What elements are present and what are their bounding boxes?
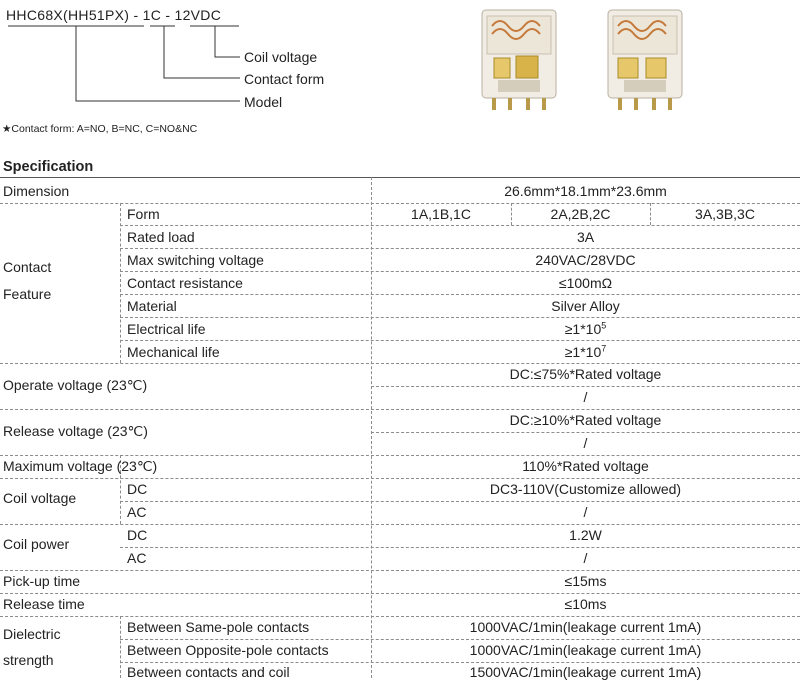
annotation-model: Model bbox=[244, 94, 283, 110]
release-time-label: Release time bbox=[3, 596, 85, 612]
pickup-time-value: ≤15ms bbox=[564, 573, 607, 589]
mechanical-life-value bbox=[371, 342, 800, 362]
coil-power-ac-label: AC bbox=[127, 550, 147, 566]
release-voltage-label: Release voltage (23℃) bbox=[3, 423, 148, 439]
coil-voltage-dc-label: DC bbox=[127, 481, 148, 497]
operate-voltage-dc-value: DC:≤75%*Rated voltage bbox=[509, 366, 662, 382]
mechanical-life-label: Mechanical life bbox=[127, 344, 220, 360]
dielectric-label-line1: Dielectric bbox=[3, 626, 61, 642]
column-divider bbox=[120, 616, 121, 678]
form-value-1: 1A,1B,1C bbox=[411, 206, 471, 222]
mechanical-life-base: ≥1*10 bbox=[564, 344, 602, 360]
coil-voltage-dc-value: DC3-110V(Customize allowed) bbox=[489, 481, 682, 497]
contacts-coil-label: Between contacts and coil bbox=[127, 664, 290, 680]
model-code-contact: 1C bbox=[142, 7, 162, 23]
specification-title: Specification bbox=[3, 159, 94, 175]
maximum-voltage-value: 110%*Rated voltage bbox=[522, 458, 649, 474]
annotation-contact-form: Contact form bbox=[244, 71, 325, 87]
release-voltage-dc-value: DC:≥10%*Rated voltage bbox=[509, 412, 662, 428]
coil-voltage-ac-label: AC bbox=[127, 504, 147, 520]
model-code-separator: - bbox=[165, 7, 171, 23]
contact-feature-label-line2: Feature bbox=[3, 286, 52, 302]
electrical-life-value bbox=[371, 319, 800, 339]
specification-table bbox=[0, 177, 800, 678]
table-top-rule bbox=[0, 177, 800, 178]
release-voltage-ac-value: / bbox=[583, 435, 588, 451]
electrical-life-base: ≥1*10 bbox=[564, 321, 602, 337]
coil-power-ac-value: / bbox=[583, 550, 588, 566]
row-divider bbox=[120, 271, 800, 272]
pickup-time-label: Pick-up time bbox=[3, 573, 81, 589]
contact-resistance-value: ≤100mΩ bbox=[558, 275, 613, 291]
form-label: Form bbox=[127, 206, 160, 222]
mechanical-life-exponent: 7 bbox=[601, 343, 607, 354]
model-code-separator: - bbox=[133, 7, 139, 23]
operate-voltage-label: Operate voltage (23℃) bbox=[3, 377, 148, 393]
max-switching-voltage-label: Max switching voltage bbox=[127, 252, 264, 268]
annotation-coil-voltage: Coil voltage bbox=[244, 49, 318, 65]
relay-product-image bbox=[604, 6, 686, 112]
contact-form-note: ★Contact form: A=NO, B=NC, C=NO&NC bbox=[2, 123, 198, 135]
coil-voltage-label: Coil voltage bbox=[3, 490, 77, 506]
maximum-voltage-label: Maximum voltage (23℃) bbox=[3, 458, 158, 474]
row-divider bbox=[120, 225, 800, 226]
model-code-coil: 12VDC bbox=[174, 7, 222, 23]
column-divider bbox=[120, 203, 121, 363]
coil-power-label: Coil power bbox=[3, 536, 70, 552]
dimension-label: Dimension bbox=[3, 183, 70, 199]
electrical-life-label: Electrical life bbox=[127, 321, 206, 337]
electrical-life-exponent: 5 bbox=[601, 320, 607, 331]
coil-power-dc-value: 1.2W bbox=[569, 527, 602, 543]
max-switching-voltage-value: 240VAC/28VDC bbox=[535, 252, 636, 268]
row-divider bbox=[120, 317, 800, 318]
row-divider bbox=[120, 340, 800, 341]
opposite-pole-label: Between Opposite-pole contacts bbox=[127, 642, 329, 658]
model-code-series: HHC68X(HH51PX) bbox=[6, 7, 130, 23]
material-label: Material bbox=[127, 298, 177, 314]
form-value-3: 3A,3B,3C bbox=[695, 206, 755, 222]
operate-voltage-ac-value: / bbox=[583, 389, 588, 405]
form-value-2: 2A,2B,2C bbox=[550, 206, 611, 222]
same-pole-label: Between Same-pole contacts bbox=[127, 619, 310, 635]
coil-power-dc-label: DC bbox=[127, 527, 148, 543]
row-divider bbox=[120, 248, 800, 249]
contacts-coil-value: 1500VAC/1min(leakage current 1mA) bbox=[469, 664, 702, 680]
rated-load-value: 3A bbox=[576, 229, 595, 245]
opposite-pole-value: 1000VAC/1min(leakage current 1mA) bbox=[469, 642, 702, 658]
row-divider bbox=[120, 294, 800, 295]
same-pole-value: 1000VAC/1min(leakage current 1mA) bbox=[469, 619, 702, 635]
contact-feature-label-line1: Contact bbox=[3, 259, 52, 275]
dimension-value: 26.6mm*18.1mm*23.6mm bbox=[504, 183, 667, 199]
material-value: Silver Alloy bbox=[551, 298, 620, 314]
contact-resistance-label: Contact resistance bbox=[127, 275, 243, 291]
rated-load-label: Rated load bbox=[127, 229, 195, 245]
release-time-value: ≤10ms bbox=[564, 596, 607, 612]
relay-product-image bbox=[478, 6, 560, 112]
coil-voltage-ac-value: / bbox=[583, 504, 588, 520]
dielectric-label-line2: strength bbox=[3, 652, 54, 668]
